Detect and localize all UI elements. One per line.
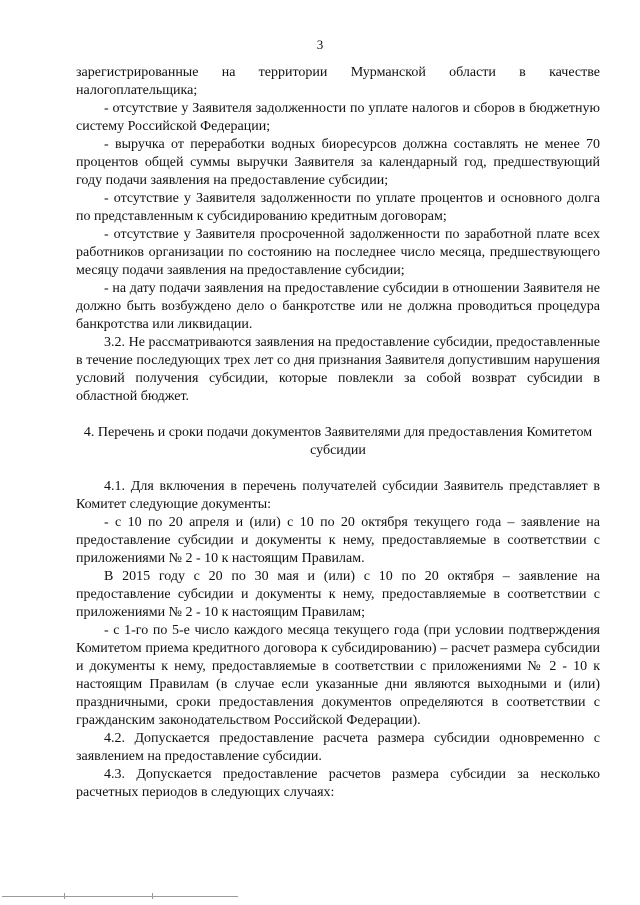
page-number: 3 bbox=[316, 37, 324, 52]
clause-4-1-item-monthly: - с 1-го по 5-е число каждого месяца текущего года (при условии подтверждения Комитетом приема кредитного договора к субсидированию) – расчет размера субсидии и документы к нему, предоставляемые в соответствии с приложениями № 2 - 10 к настоящим Правилам (в случае если указанные дни являются выходными и (или) праздничными, сроки предоставления документов определяются в соответствии с гражданским законодательством Российской Федерации). bbox=[76, 623, 600, 728]
paragraph-continuation: зарегистрированные на территории Мурманской области в качестве налогоплательщика; bbox=[76, 65, 600, 98]
footer-rule-tick bbox=[64, 893, 65, 899]
clause-3-2: 3.2. Не рассматриваются заявления на предоставление субсидии, предоставленные в течение последующих трех лет со дня признания Заявителя допустившим нарушения условий получения субсидии, которые повлекли за собой возврат субсидии в областной бюджет. bbox=[76, 335, 600, 404]
condition-salary-debt: - отсутствие у Заявителя просроченной задолженности по заработной плате всех работников организации по состоянию на последнее число месяца, предшествующего месяцу подачи заявления на предоставление субсидии; bbox=[76, 227, 600, 278]
condition-bankruptcy: - на дату подачи заявления на предоставление субсидии в отношении Заявителя не должно быть возбуждено дело о банкротстве или не должна проводиться процедура банкротства или ликвидации. bbox=[76, 281, 600, 332]
footer-rule bbox=[2, 896, 238, 897]
clause-4-1-item-april-october: - с 10 по 20 апреля и (или) с 10 по 20 октября текущего года – заявление на предоставление субсидии и документы к нему, предоставляемые в соответствии с приложениями № 2 - 10 к настоящим Правилам. bbox=[76, 515, 600, 566]
condition-revenue-share: - выручка от переработки водных биоресурсов должна составлять не менее 70 процентов общей суммы выручки Заявителя за календарный год, предшествующий году подачи заявления на предоставление субсидии; bbox=[76, 137, 600, 188]
condition-tax-debt: - отсутствие у Заявителя задолженности по уплате налогов и сборов в бюджетную систему Российской Федерации; bbox=[76, 101, 600, 134]
clause-4-3: 4.3. Допускается предоставление расчетов размера субсидии за несколько расчетных периодов в следующих случаях: bbox=[76, 767, 600, 800]
document-body bbox=[76, 64, 600, 802]
clause-4-1: 4.1. Для включения в перечень получателей субсидии Заявитель представляет в Комитет следующие документы: bbox=[76, 479, 600, 512]
footer-rule-tick bbox=[152, 893, 153, 899]
clause-4-2: 4.2. Допускается предоставление расчета размера субсидии одновременно с заявлением на предоставление субсидии. bbox=[76, 731, 600, 764]
clause-4-1-item-2015: В 2015 году с 20 по 30 мая и (или) с 10 по 20 октября – заявление на предоставление субсидии и документы к нему, предоставляемые в соответствии с приложениями № 2 - 10 к настоящим Правилам; bbox=[76, 569, 600, 620]
condition-loan-debt: - отсутствие у Заявителя задолженности по уплате процентов и основного долга по представленным к субсидированию кредитным договорам; bbox=[76, 191, 600, 224]
section-heading: 4. Перечень и сроки подачи документов Заявителями для предоставления Комитетом субсидии bbox=[83, 425, 593, 458]
